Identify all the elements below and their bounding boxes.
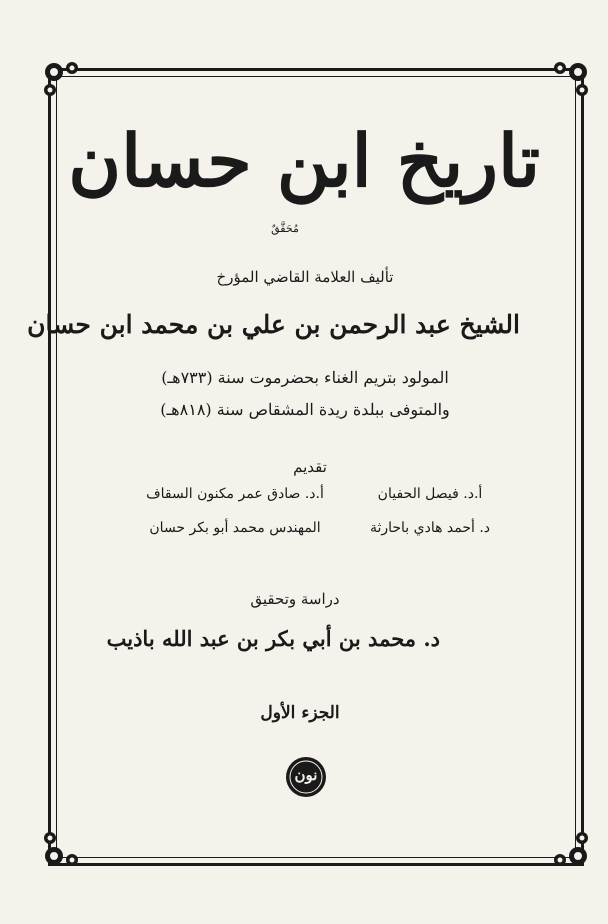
presenter-name: د. أحمد هادي باحارثة [369, 520, 491, 536]
death-line: والمتوفى ببلدة ريدة المشقاص سنة (٨١٨هـ) [160, 400, 450, 419]
authorship-line: تأليف العلامة القاضي المؤرخ [216, 268, 394, 286]
rose-ornament-icon [40, 826, 84, 870]
publisher-logo-text: نون [294, 766, 318, 784]
title-annotation: مُحَقَّقٌ [271, 222, 299, 235]
volume-label: الجزء الأول [260, 703, 340, 723]
presenter-name: أ.د. فيصل الحفيان [377, 486, 483, 502]
rose-ornament-icon [548, 58, 592, 102]
presenter-name: المهندس محمد أبو بكر حسان [149, 520, 321, 536]
introduction-heading: تقديم [293, 458, 327, 476]
rose-ornament-icon [40, 58, 84, 102]
study-label: دراسة وتحقيق [250, 590, 340, 608]
presenter-name: أ.د. صادق عمر مكنون السقاف [146, 486, 324, 502]
book-title: تاريخ ابن حسان [68, 118, 540, 203]
rose-ornament-icon [548, 826, 592, 870]
investigator-name: د. محمد بن أبي بكر بن عبد الله باذيب [106, 626, 440, 651]
author-name: الشيخ عبد الرحمن بن علي بن محمد ابن حسان [27, 310, 520, 339]
birth-line: المولود بتريم الغناء بحضرموت سنة (٧٣٣هـ) [161, 368, 449, 387]
